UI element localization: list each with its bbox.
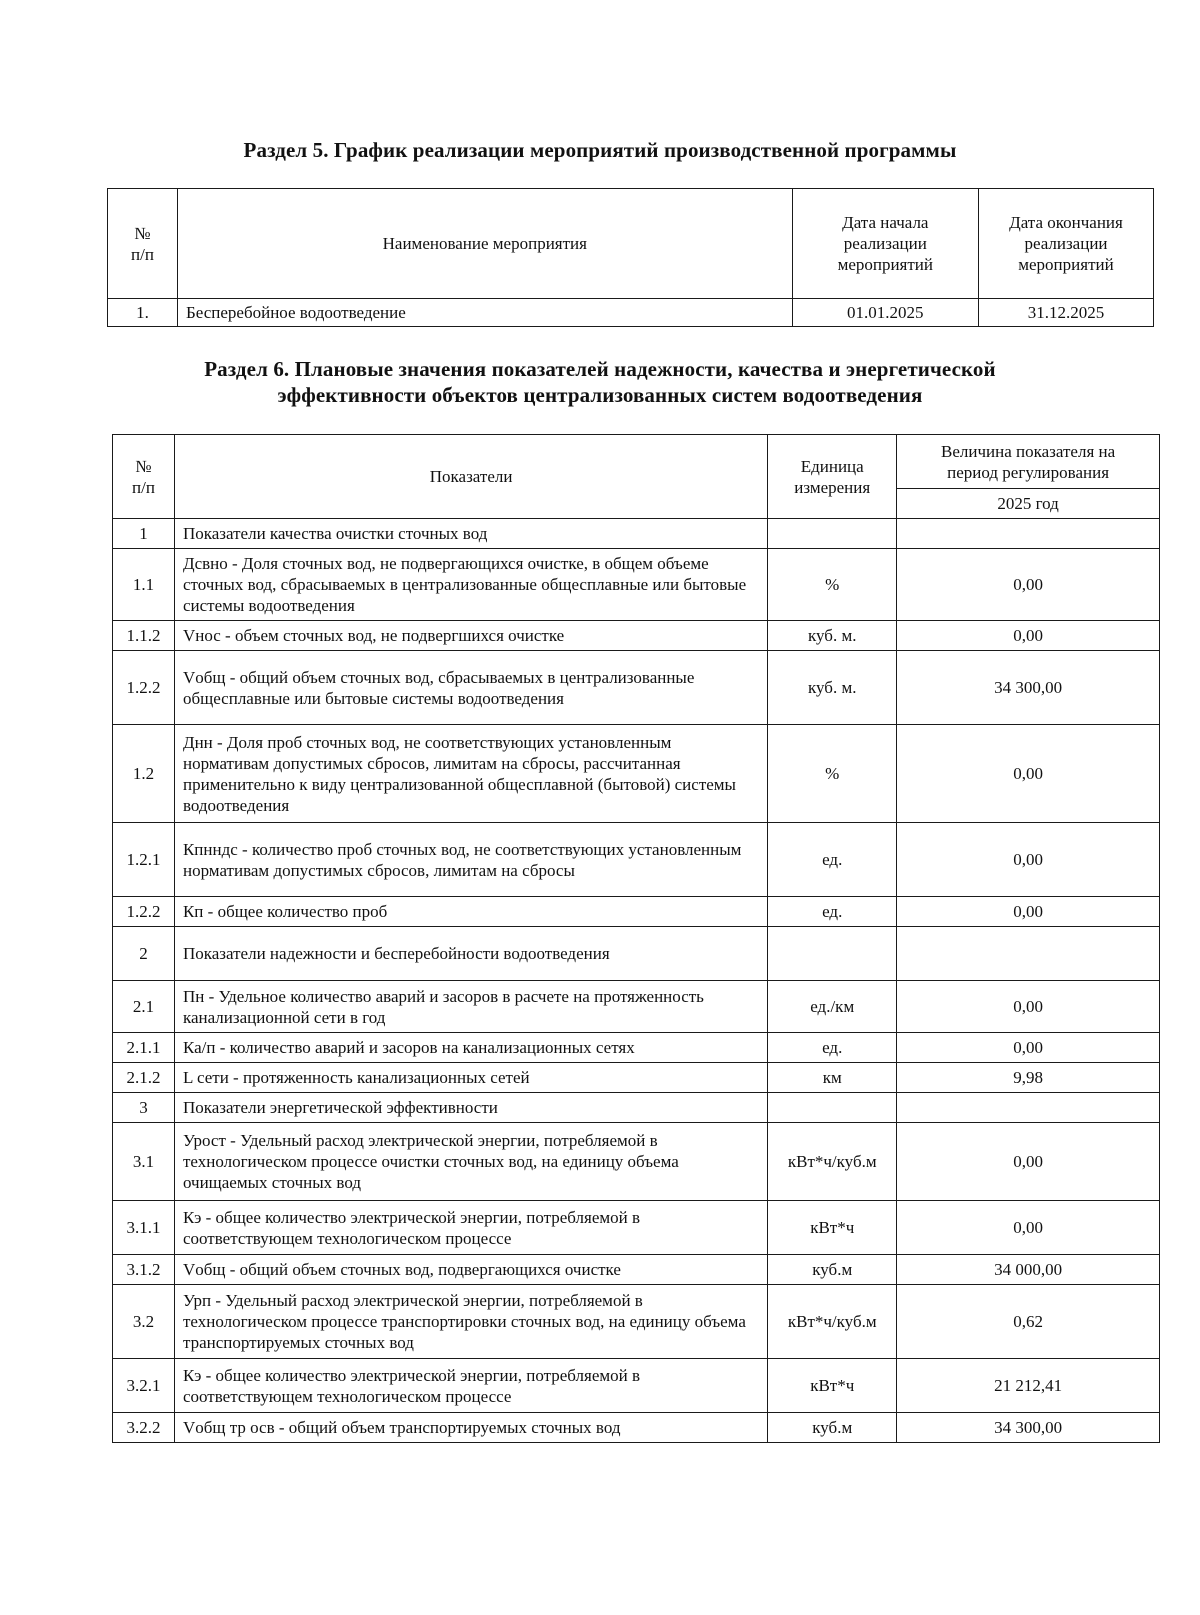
table-row [113,1285,1160,1359]
table-row [113,1201,1160,1255]
section-5-schedule-table [107,188,1154,327]
row-value: 0,00 [897,823,1160,897]
table-row [113,519,1160,549]
row-value [897,927,1160,981]
row-indicator: Пн - Удельное количество аварий и засоров в расчете на протяженность канализационной сети в год [174,981,767,1033]
table-row [113,1413,1160,1443]
section-6-title [100,356,1100,408]
row-unit: кВт*ч/куб.м [768,1123,897,1201]
row-value: 34 300,00 [897,1413,1160,1443]
row-unit: кВт*ч [768,1201,897,1255]
row-value: 0,00 [897,1123,1160,1201]
row-num: 3.1.2 [113,1255,175,1285]
table-row [113,1255,1160,1285]
table-row [113,927,1160,981]
table-row [113,621,1160,651]
header-end-date: Дата окончания реализации мероприятий [978,189,1153,299]
row-num: 1. [108,299,178,327]
row-unit: ед. [768,823,897,897]
row-indicator: Дсвно - Доля сточных вод, не подвергающихся очистке, в общем объеме сточных вод, сбрасываемых в централизованные общесплавные или бытовые системы водоотведения [174,549,767,621]
header-indicator: Показатели [174,435,767,519]
row-unit: куб.м [768,1255,897,1285]
row-value: 9,98 [897,1063,1160,1093]
row-unit: ед./км [768,981,897,1033]
row-unit [768,1093,897,1123]
table-row [113,981,1160,1033]
row-indicator: Vнос - объем сточных вод, не подвергшихся очистке [174,621,767,651]
row-unit: ед. [768,897,897,927]
table-header-row [113,435,1160,489]
row-unit: куб. м. [768,621,897,651]
row-unit: кВт*ч/куб.м [768,1285,897,1359]
table-row [113,1063,1160,1093]
row-value: 34 000,00 [897,1255,1160,1285]
row-indicator: Показатели надежности и бесперебойности водоотведения [174,927,767,981]
row-num: 3.1.1 [113,1201,175,1255]
row-num: 3.2 [113,1285,175,1359]
row-num: 2.1.1 [113,1033,175,1063]
row-num: 3.1 [113,1123,175,1201]
row-value: 0,62 [897,1285,1160,1359]
row-num: 1.2.2 [113,897,175,927]
row-value: 21 212,41 [897,1359,1160,1413]
row-num: 1.2 [113,725,175,823]
table-header-row [108,189,1154,299]
row-end-date: 31.12.2025 [978,299,1153,327]
table-row [113,651,1160,725]
row-value [897,519,1160,549]
row-unit: куб.м [768,1413,897,1443]
row-num: 2 [113,927,175,981]
row-indicator: Урп - Удельный расход электрической энергии, потребляемой в технологическом процессе транспортировки сточных вод, на единицу объема транспортируемых сточных вод [174,1285,767,1359]
table-row [108,299,1154,327]
row-indicator: Показатели качества очистки сточных вод [174,519,767,549]
table-row [113,725,1160,823]
section-6-indicators-table [112,434,1160,1443]
header-num: № п/п [113,435,175,519]
row-indicator: Vобщ - общий объем сточных вод, сбрасываемых в централизованные общесплавные или бытовые системы водоотведения [174,651,767,725]
row-num: 1.2.1 [113,823,175,897]
row-num: 3.2.1 [113,1359,175,1413]
row-num: 2.1 [113,981,175,1033]
row-num: 2.1.2 [113,1063,175,1093]
table-row [113,823,1160,897]
row-indicator: Vобщ тр осв - общий объем транспортируемых сточных вод [174,1413,767,1443]
header-num: № п/п [108,189,178,299]
header-value: Величина показателя на период регулирования [897,435,1160,489]
table-row [113,549,1160,621]
section-6-title-line-1: Раздел 6. Плановые значения показателей надежности, качества и энергетической [204,357,996,381]
row-indicator: L сети - протяженность канализационных сетей [174,1063,767,1093]
row-num: 3.2.2 [113,1413,175,1443]
row-value: 0,00 [897,1201,1160,1255]
row-indicator: Vобщ - общий объем сточных вод, подвергающихся очистке [174,1255,767,1285]
row-num: 1.2.2 [113,651,175,725]
row-value [897,1093,1160,1123]
row-indicator: Кэ - общее количество электрической энергии, потребляемой в соответствующем технологическом процессе [174,1201,767,1255]
row-value: 0,00 [897,621,1160,651]
row-activity-name: Бесперебойное водоотведение [178,299,793,327]
header-unit: Единица измерения [768,435,897,519]
row-indicator: Показатели энергетической эффективности [174,1093,767,1123]
row-indicator: Урост - Удельный расход электрической энергии, потребляемой в технологическом процессе очистки сточных вод, на единицу объема очищаемых сточных вод [174,1123,767,1201]
row-indicator: Днн - Доля проб сточных вод, не соответствующих установленным нормативам допустимых сбросов, лимитам на сбросы, рассчитанная применительно к виду централизованной общесплавной (бытовой) системы водоотведения [174,725,767,823]
table-row [113,1033,1160,1063]
row-indicator: Кп - общее количество проб [174,897,767,927]
row-indicator: Кэ - общее количество электрической энергии, потребляемой в соответствующем технологическом процессе [174,1359,767,1413]
row-value: 0,00 [897,981,1160,1033]
row-unit: кВт*ч [768,1359,897,1413]
row-start-date: 01.01.2025 [792,299,978,327]
row-num: 1 [113,519,175,549]
row-value: 0,00 [897,725,1160,823]
row-unit: км [768,1063,897,1093]
row-value: 0,00 [897,549,1160,621]
header-activity-name: Наименование мероприятия [178,189,793,299]
header-year: 2025 год [897,489,1160,519]
section-5-title: Раздел 5. График реализации мероприятий производственной программы [243,138,957,162]
table-row [113,897,1160,927]
row-num: 1.1 [113,549,175,621]
row-unit: % [768,549,897,621]
header-start-date: Дата начала реализации мероприятий [792,189,978,299]
table-row [113,1093,1160,1123]
row-indicator: Ка/п - количество аварий и засоров на канализационных сетях [174,1033,767,1063]
row-value: 0,00 [897,1033,1160,1063]
row-unit [768,927,897,981]
row-num: 1.1.2 [113,621,175,651]
row-unit: % [768,725,897,823]
row-value: 0,00 [897,897,1160,927]
row-unit: куб. м. [768,651,897,725]
table-row [113,1123,1160,1201]
row-num: 3 [113,1093,175,1123]
table-row [113,1359,1160,1413]
section-6-title-line-2: эффективности объектов централизованных систем водоотведения [277,383,923,407]
row-unit [768,519,897,549]
row-indicator: Кпннд​с - количество проб сточных вод, не соответствующих установленным нормативам допустимых сбросов, лимитам на сбросы [174,823,767,897]
row-value: 34 300,00 [897,651,1160,725]
row-unit: ед. [768,1033,897,1063]
